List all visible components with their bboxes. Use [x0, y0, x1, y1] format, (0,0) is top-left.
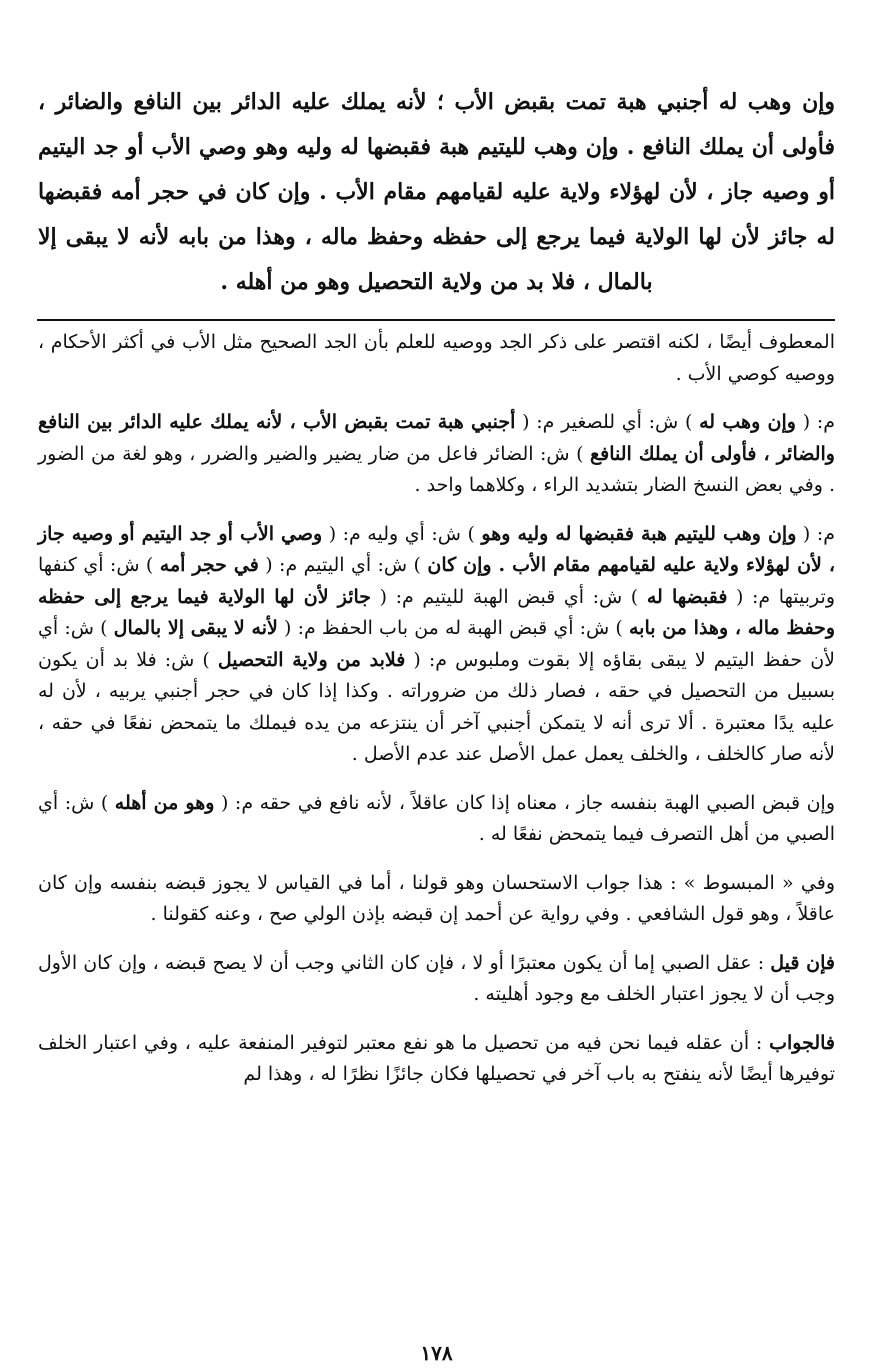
commentary-text: ) ش: أي الصبي من أهل التصرف فيما يتمحض نفعًا له . — [38, 791, 835, 845]
commentary-paragraph — [38, 1028, 835, 1091]
matn-quote: فإن قيل — [770, 951, 835, 974]
commentary-text: ) ش: أي كنفها وتربيتها م: ( — [38, 554, 835, 608]
commentary-text: المعطوف أيضًا ، لكنه اقتصر على ذكر الجد ووصيه للعلم بأن الجد الصحيح مثل الأب في أكثر الأحكام ، ووصيه كوصي الأب . — [38, 331, 835, 385]
matn-quote: فقبضها له — [646, 585, 728, 608]
matn-quote: وصي الأب أو جد اليتيم أو وصيه جاز ، لأن لهؤلاء ولاية عليه لقيامهم مقام الأب . وإن كان — [38, 522, 835, 576]
matn-quote: وهو من أهله — [114, 791, 215, 814]
commentary-text: : عقل الصبي إما أن يكون معتبرًا أو لا ، فإن كان الثاني وجب أن لا يصح قبضه ، وإن كان الأول وجب أن لا يجوز اعتبار الخلف مع وجود أهليته . — [38, 951, 835, 1005]
matn-quote: فلابد من ولاية التحصيل — [217, 648, 406, 671]
commentary-paragraph — [38, 948, 835, 1011]
matn-quote: لأنه لا يبقى إلا بالمال — [113, 617, 278, 639]
commentary-paragraph — [38, 327, 835, 390]
commentary-paragraph — [38, 407, 835, 502]
commentary-text: م: ( — [795, 411, 835, 433]
commentary-paragraph — [38, 868, 835, 931]
commentary-text: ) ش: أي وليه م: ( — [322, 522, 482, 545]
commentary-text: ) ش: أي قبض الهبة لليتيم م: ( — [371, 585, 647, 608]
commentary-text: ) ش: أي للصغير م: ( — [515, 411, 700, 433]
commentary — [38, 327, 835, 1091]
matn-quote: وإن وهب له — [699, 411, 796, 433]
commentary-text: ) ش: فلا بد أن يكون بسبيل من التحصيل في حقه ، فصار ذلك من ضروراته . وكذا إذا كان في حجر أجنبي يربيه ، لأن له عليه يدًا معتبرة . ألا ترى أنه لا يتمكن أجنبي آخر أن ينتزعه من يده فيملك ما يتمحض نفعًا في حقه ، لأنه صار كالخلف ، والخلف يعمل عمل الأصل عند عدم الأصل . — [38, 648, 835, 765]
commentary-text: وإن قبض الصبي الهبة بنفسه جاز ، معناه إذا كان عاقلاً ، لأنه نافع في حقه م: ( — [214, 791, 836, 814]
commentary-text: ) ش: أي اليتيم م: ( — [258, 554, 428, 576]
matn-quote: في حجر أمه — [159, 554, 259, 576]
commentary-text: وفي « المبسوط » : هذا جواب الاستحسان وهو قولنا ، أما في القياس لا يجوز قبضه بنفسه وإن كان عاقلاً ، وهو قول الشافعي . وفي رواية عن أحمد إن قبضه بإذن الولي صح ، وعنه كقولنا . — [38, 871, 835, 925]
main-text: وإن وهب له أجنبي هبة تمت بقبض الأب ؛ لأنه يملك عليه الدائر بين النافع والضائر ، فأولى أن يملك النافع . وإن وهب لليتيم هبة فقبضها له وليه وهو وصي الأب أو جد اليتيم أو وصيه جاز ، لأن لهؤلاء ولاية عليه لقيامهم مقام الأب . وإن كان في حجر أمه فقبضها له جائز لأن لها الولاية فيما يرجع إلى حفظه وحفظ ماله ، وهذا من بابه لأنه لا يبقى إلا بالمال ، فلا بد من ولاية التحصيل وهو من أهله . — [38, 89, 835, 295]
separator-rule — [37, 319, 835, 321]
matn-quote: جائز لأن لها الولاية فيما يرجع إلى حفظه وحفظ ماله ، وهذا من بابه — [38, 585, 836, 639]
commentary-text: م: ( — [796, 522, 835, 545]
commentary-text: : أن عقله فيما نحن فيه من تحصيل ما هو نفع معتبر لتوفير المنفعة عليه ، وفي اعتبار الخلف توفيرها أيضًا لأنه ينفتح به باب آخر في تحصيلها فكان جائزًا نظرًا له ، وهذا لم — [38, 1031, 835, 1085]
commentary-text: ) ش: الضائر فاعل من ضار يضير والضير والضرر ، وهو لغة من الضور . وفي بعض النسخ الضار بتشديد الراء ، وكلاهما واحد . — [38, 442, 835, 496]
commentary-text: ) ش: أي قبض الهبة له من باب الحفظ م: ( — [277, 617, 629, 639]
commentary-paragraph — [38, 788, 835, 851]
page-number: ١٧٨ — [420, 1341, 453, 1365]
commentary-paragraph — [38, 519, 835, 771]
matn-quote: أجنبي هبة تمت بقبض الأب ، لأنه يملك عليه الدائر بين النافع والضائر ، فأولى أن يملك النافع — [38, 411, 835, 465]
commentary-text: ) ش: أي لأن حفظ اليتيم لا يبقى بقاؤه إلا بقوت وملبوس م: ( — [38, 617, 835, 671]
matn-quote: فالجواب — [769, 1031, 835, 1054]
matn-quote: وإن وهب لليتيم هبة فقبضها له وليه وهو — [481, 522, 797, 545]
